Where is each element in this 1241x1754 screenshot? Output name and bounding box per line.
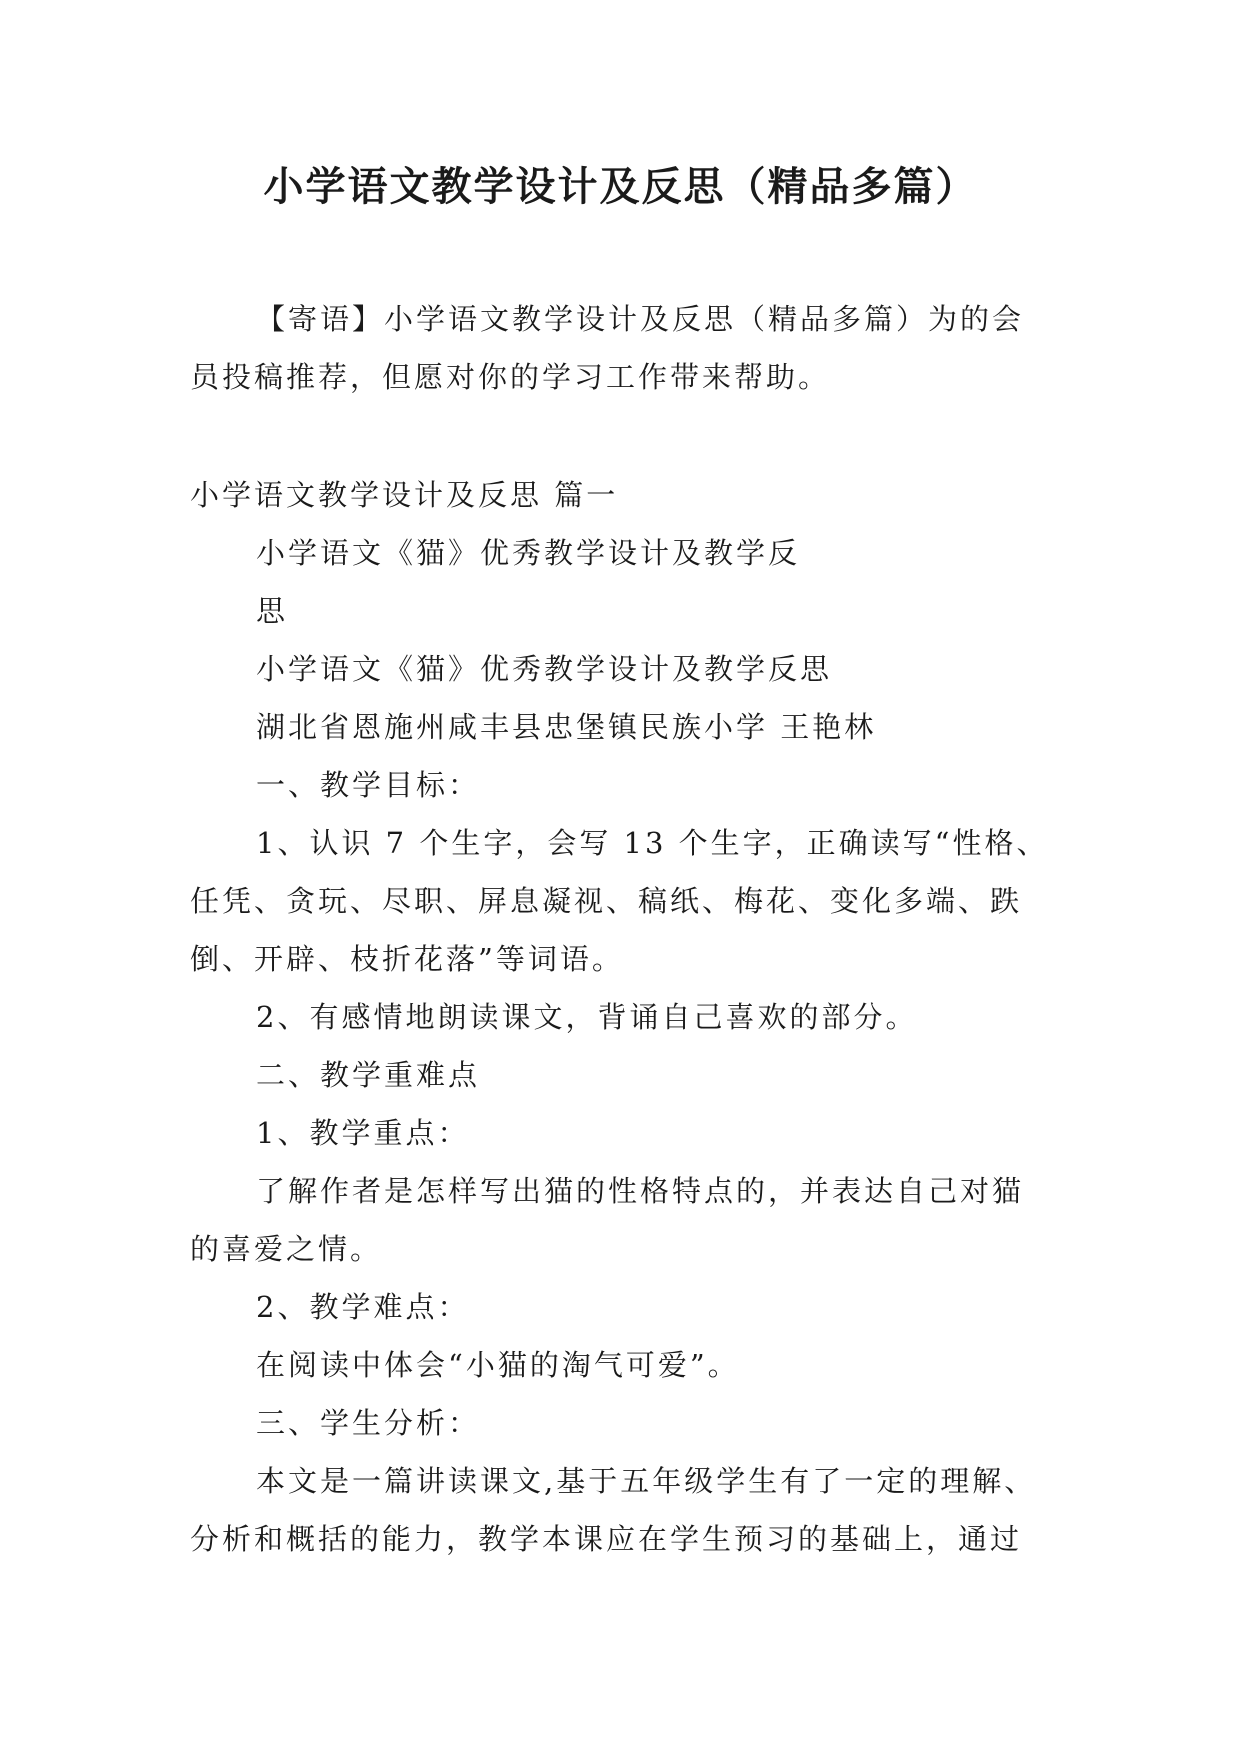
- paragraph-gap: [190, 406, 1050, 466]
- difficulty-text: 在阅读中体会“小猫的淘气可爱”。: [256, 1348, 740, 1382]
- key-heading: 二、教学重难点: [256, 1058, 481, 1092]
- author-line: 湖北省恩施州咸丰县忠堡镇民族小学 王艳林: [256, 710, 877, 744]
- analysis-heading: 三、学生分析：: [256, 1406, 481, 1440]
- article-title-line2: 思: [256, 594, 289, 628]
- article-title-line1: 小学语文《猫》优秀教学设计及教学反: [256, 536, 801, 570]
- key-point-text: 了解作者是怎样写出猫的性格特点的，并表达自己对猫的喜爱之情。: [190, 1174, 1025, 1266]
- goal-2: 2、有感情地朗读课文，背诵自己喜欢的部分。: [256, 1000, 918, 1034]
- key-point-label: 1、教学重点：: [256, 1116, 470, 1150]
- section-heading: 小学语文教学设计及反思 篇一: [190, 478, 619, 512]
- article-subtitle: 小学语文《猫》优秀教学设计及教学反思: [256, 652, 833, 686]
- difficulty-label: 2、教学难点：: [256, 1290, 470, 1324]
- document-title: 小学语文教学设计及反思（精品多篇）: [263, 163, 978, 210]
- goals-heading: 一、教学目标：: [256, 768, 481, 802]
- intro-paragraph: 【寄语】小学语文教学设计及反思（精品多篇）为的会员投稿推荐，但愿对你的学习工作带来帮助。: [190, 302, 1025, 394]
- goal-1: 1、认识 7 个生字，会写 13 个生字，正确读写“性格、任凭、贪玩、尽职、屏息凝视、稿纸、梅花、变化多端、跌倒、开辟、枝折花落”等词语。: [190, 826, 1049, 976]
- analysis-text: 本文是一篇讲读课文,基于五年级学生有了一定的理解、分析和概括的能力，教学本课应在学生预习的基础上，通过: [190, 1464, 1037, 1556]
- document-body: [190, 290, 1050, 1568]
